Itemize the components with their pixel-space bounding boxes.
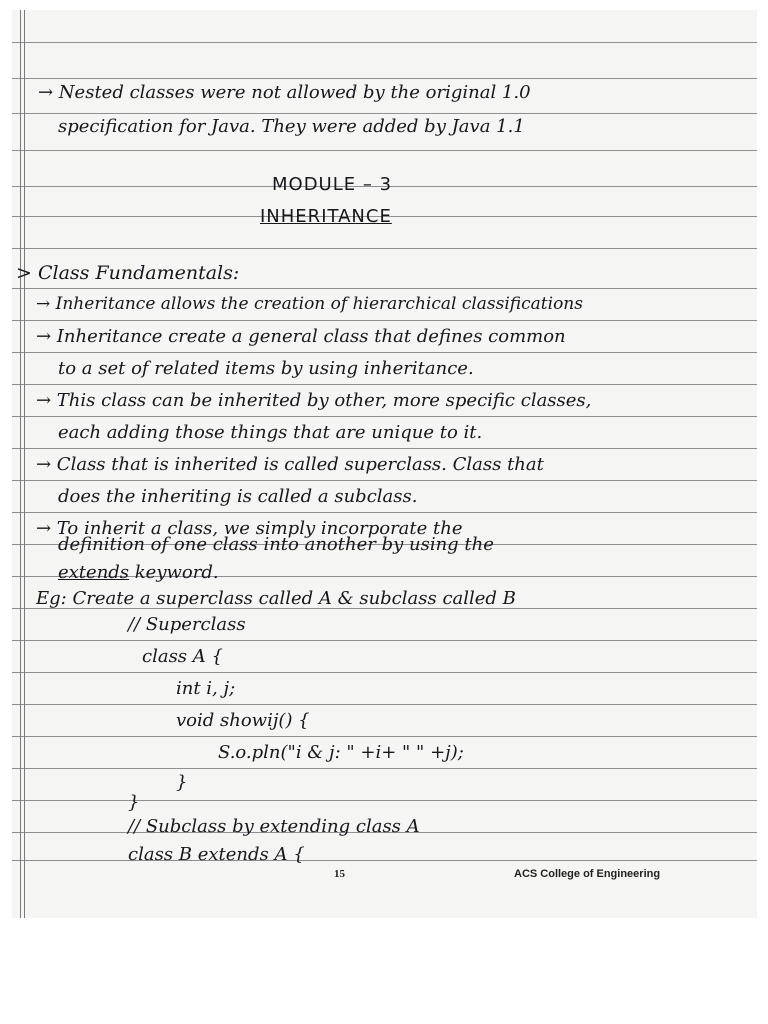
note-line: each adding those things that are unique to it. — [58, 422, 483, 443]
ruled-line — [12, 768, 757, 769]
college-name: ACS College of Engineering — [514, 868, 661, 880]
note-line: → Nested classes were not allowed by the original 1.0 — [38, 82, 531, 103]
extends-keyword: extends — [58, 562, 130, 583]
notebook-page — [12, 10, 757, 918]
ruled-line — [12, 736, 757, 737]
code-line: } — [128, 792, 140, 813]
note-line: specification for Java. They were added by Java 1.1 — [58, 116, 525, 137]
ruled-line — [12, 150, 757, 151]
margin-line — [24, 10, 25, 918]
ruled-line — [12, 78, 757, 79]
margin-line — [20, 10, 21, 918]
note-line: to a set of related items by using inheritance. — [58, 358, 474, 379]
note-line — [58, 562, 219, 583]
ruled-line — [12, 704, 757, 705]
note-line: → Inheritance allows the creation of hierarchical classifications — [36, 294, 583, 314]
topic-title: INHERITANCE — [260, 206, 392, 227]
note-line: does the inheriting is called a subclass. — [58, 486, 418, 507]
ruled-line — [12, 448, 757, 449]
ruled-line — [12, 384, 757, 385]
ruled-line — [12, 512, 757, 513]
ruled-line — [12, 113, 757, 114]
keyword-rest: keyword. — [129, 562, 219, 583]
note-line: definition of one class into another by using the — [58, 534, 494, 555]
module-title: MODULE – 3 — [272, 174, 393, 195]
note-line: → Inheritance create a general class that defines common — [36, 326, 566, 347]
code-line: void showij() { — [176, 710, 310, 731]
note-line: Eg: Create a superclass called A & subclass called B — [36, 588, 516, 609]
note-line: → Class that is inherited is called superclass. Class that — [36, 454, 544, 475]
note-line: → To inherit a class, we simply incorporate the — [36, 518, 463, 539]
code-line: } — [176, 772, 188, 793]
note-line: → This class can be inherited by other, more specific classes, — [36, 390, 592, 411]
ruled-line — [12, 320, 757, 321]
ruled-line — [12, 640, 757, 641]
ruled-line — [12, 480, 757, 481]
code-line: class B extends A { — [128, 844, 305, 865]
code-line: // Subclass by extending class A — [128, 816, 420, 837]
ruled-line — [12, 352, 757, 353]
code-line: S.o.pln("i & j: " +i+ " " +j); — [218, 742, 464, 763]
ruled-line — [12, 800, 757, 801]
code-line: // Superclass — [128, 614, 246, 635]
code-line: class A { — [142, 646, 223, 667]
code-line: int i, j; — [176, 678, 236, 699]
ruled-line — [12, 248, 757, 249]
ruled-line — [12, 42, 757, 43]
ruled-line — [12, 860, 757, 861]
section-heading: > Class Fundamentals: — [16, 262, 240, 284]
page-number: 15 — [334, 868, 345, 880]
ruled-line — [12, 672, 757, 673]
ruled-line — [12, 416, 757, 417]
ruled-line — [12, 288, 757, 289]
